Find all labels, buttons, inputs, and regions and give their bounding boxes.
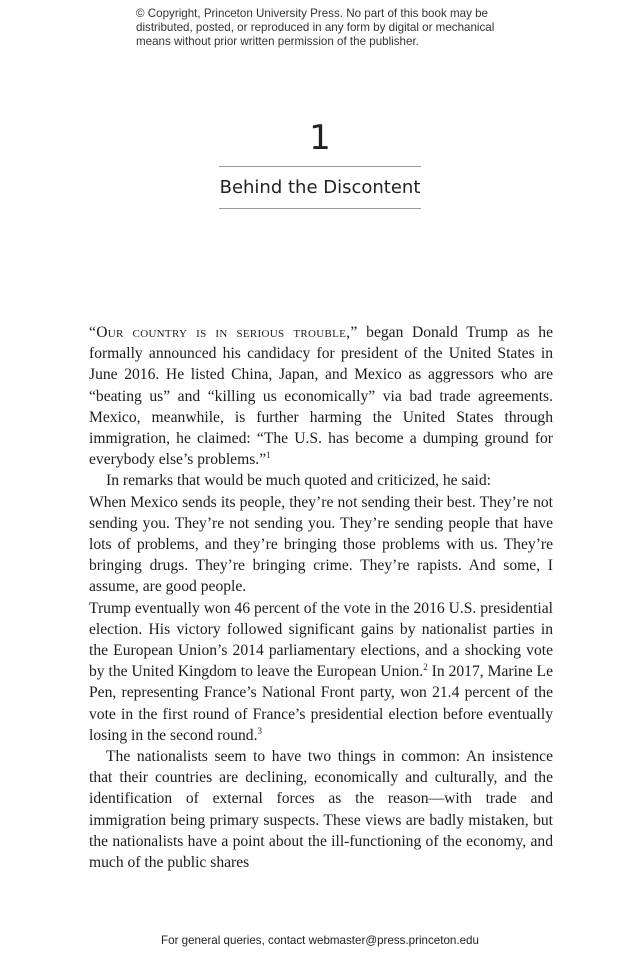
chapter-title: Behind the Discontent (219, 177, 421, 198)
block-quote: When Mexico sends its people, they’re not sending their best. They’re not sending you. They’re not sending you. They’re sending people that have lots of problems, and they’re bringing those problems with us. They’re bringing drugs. They’re bringing crime. They’re rapists. And some, I assume, are good people. (89, 493, 553, 596)
paragraph-2: In remarks that would be much quoted and criticized, he said: (106, 472, 491, 490)
paragraph-1-text: began Donald Trump as he formally announced his candidacy for president of the United States in June 2016. He listed China, Japan, and Mexico as aggressors who are “beating us” and “killing us economically” via bad trade agreements. Mexico, meanwhile, is further harming the United States through immigration, he claimed: “The U.S. has become a dumping ground for everybody else’s problems.” (89, 324, 553, 469)
chapter-rule-bottom (219, 208, 421, 209)
chapter-body (89, 322, 553, 873)
opening-small-caps: “Our country is in serious trouble,” (89, 324, 358, 341)
footnote-ref-3[interactable]: 3 (257, 725, 262, 736)
chapter-number: 1 (309, 118, 331, 158)
footnote-ref-1[interactable]: 1 (266, 450, 271, 461)
footer-contact: For general queries, contact webmaster@press.princeton.edu (161, 934, 479, 947)
paragraph-3 (89, 598, 553, 746)
paragraph-3-text-b: In 2017, Marine Le Pen, representing France’s National Front party, won 21.4 percent of the vote in the first round of France’s presidential election before eventually losing in the second round. (89, 663, 554, 744)
paragraph-1 (89, 322, 553, 470)
paragraph-3-text-a: Trump eventually won 46 percent of the vote in the 2016 U.S. presidential election. His victory followed significant gains by nationalist parties in the European Union’s 2014 parliamentary elections, and a shocking vote by the United Kingdom to leave the European Union. (89, 599, 553, 681)
footnote-ref-2[interactable]: 2 (423, 662, 428, 673)
paragraph-4: The nationalists seem to have two things in common: An insistence that their countries are declining, economically and culturally, and the identification of external forces as the reason—with trade and immigration being primary suspects. These views are badly mistaken, but the nationalists have a point about the ill-functioning of the economy, and much of the public shares (89, 748, 553, 872)
chapter-rule-top (219, 166, 421, 167)
copyright-notice: © Copyright, Princeton University Press. No part of this book may be distributed, posted, or reproduced in any form by digital or mechanical means without prior written permission of the publisher. (136, 7, 495, 49)
